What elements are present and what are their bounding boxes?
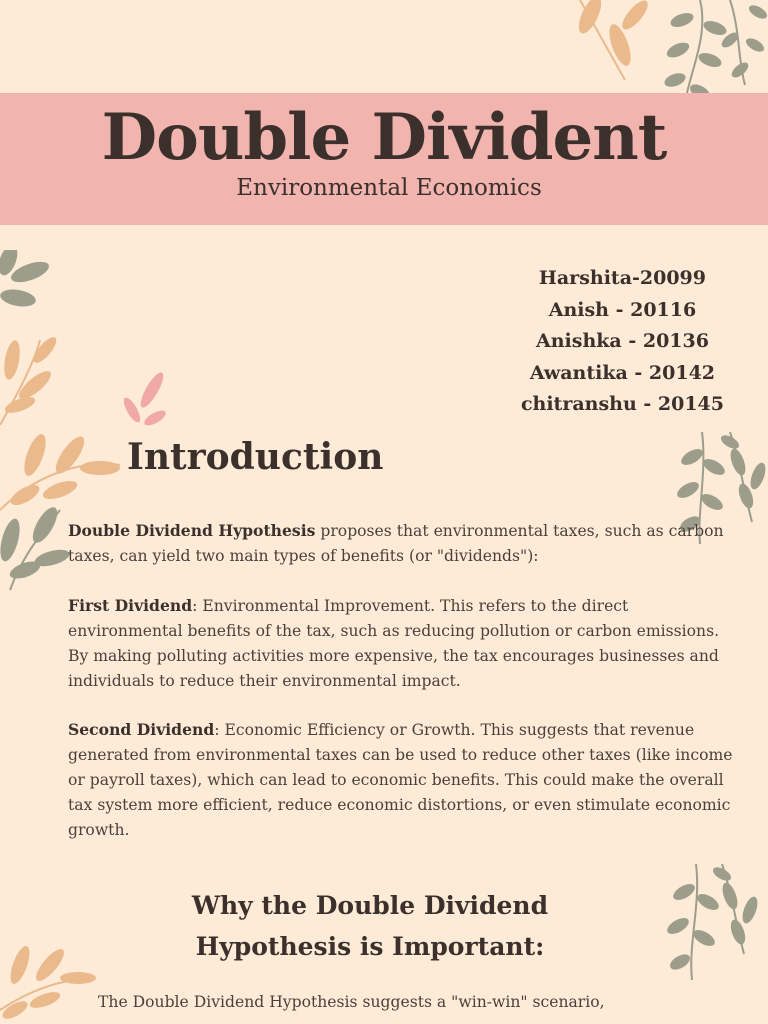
importance-heading-line: Hypothesis is Important: (195, 932, 545, 961)
leaf-branch-icon (656, 864, 760, 984)
paragraph-hypothesis (68, 518, 738, 569)
author-item: Anishka - 20136 (535, 330, 709, 352)
author-item: Awantika - 20142 (529, 361, 716, 384)
author-item: Anish - 20116 (548, 298, 697, 321)
term-double-dividend: Double Dividend Hypothesis (68, 521, 316, 540)
paragraph-text: : Economic Efficiency or Growth. This suggests that revenue generated from environmental taxes can be used to reduce other taxes (like income or payroll taxes), which can lead to economic benefits. This could make the overall tax system more efficient, reduce economic distortions, or even stimulate economic growth. (68, 721, 733, 839)
page-subtitle: Environmental Economics (236, 175, 542, 201)
paragraph-first-dividend (68, 593, 738, 694)
paragraph-text: proposes that environmental taxes, such as carbon taxes, can yield two main types of benefits (or "dividends"): (68, 522, 724, 565)
leaf-branch-icon (0, 940, 100, 1024)
importance-paragraph: The Double Dividend Hypothesis suggests a "win-win" scenario, (98, 993, 605, 1011)
term-second-dividend: Second Dividend (68, 720, 215, 739)
paragraph-second-dividend (68, 717, 738, 843)
term-first-dividend: First Dividend (68, 596, 193, 615)
importance-heading (150, 885, 590, 967)
author-item: Harshita-20099 (538, 267, 706, 289)
author-list (521, 263, 724, 421)
paragraph-text: : Environmental Improvement. This refers to the direct environmental benefits of the tax, such as reducing pollution or carbon emissions. By making polluting activities more expensive, the tax encourages businesses and individuals to reduce their environmental impact. (68, 597, 720, 690)
importance-heading-line: Why the Double Dividend (191, 891, 549, 920)
author-item: chitranshu - 20145 (520, 393, 724, 415)
page-title: Double Divident (101, 100, 667, 175)
introduction-heading: Introduction (127, 436, 384, 478)
